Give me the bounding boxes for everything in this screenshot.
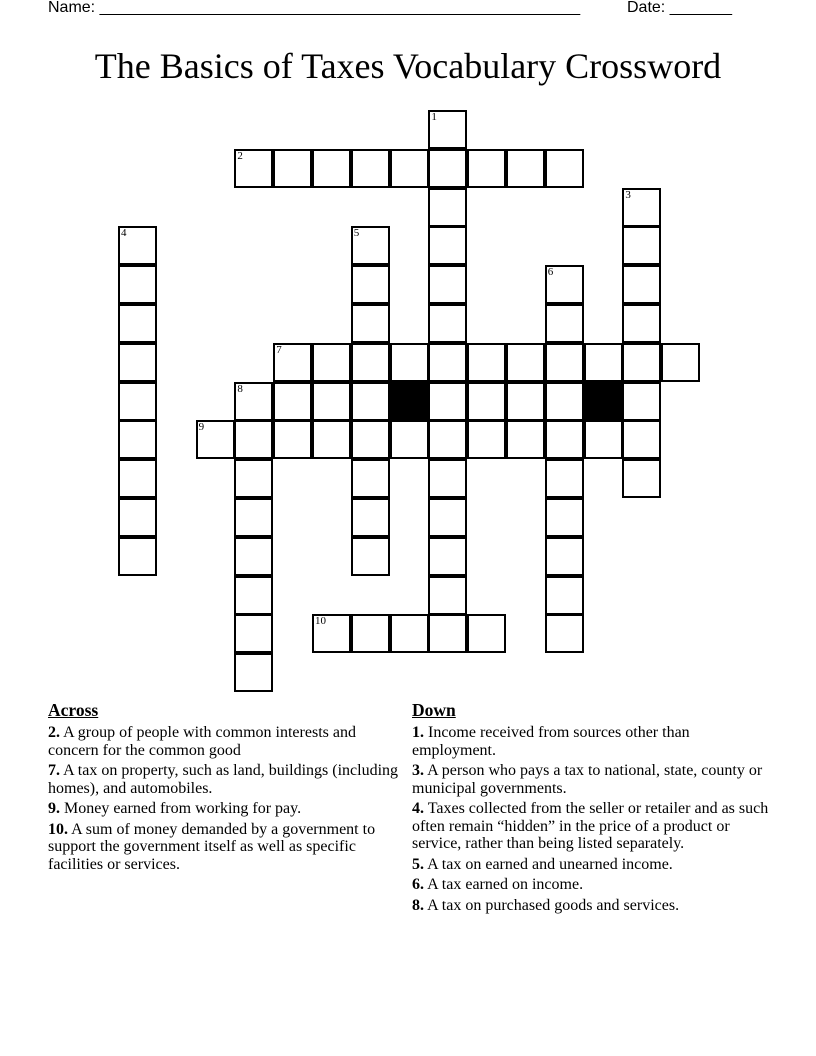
answer-cell[interactable] bbox=[312, 614, 351, 653]
clue-down-3 bbox=[412, 762, 772, 797]
clue-number: 6. bbox=[412, 876, 424, 893]
answer-cell[interactable] bbox=[351, 420, 390, 459]
answer-cell[interactable] bbox=[312, 149, 351, 188]
answer-cell[interactable] bbox=[428, 110, 467, 149]
answer-cell[interactable] bbox=[545, 149, 584, 188]
answer-cell[interactable] bbox=[118, 343, 157, 382]
answer-cell[interactable] bbox=[584, 343, 623, 382]
answer-cell[interactable] bbox=[351, 343, 390, 382]
clue-down-5 bbox=[412, 856, 772, 874]
answer-cell[interactable] bbox=[234, 382, 273, 421]
answer-cell[interactable] bbox=[351, 498, 390, 537]
answer-cell[interactable] bbox=[467, 149, 506, 188]
clue-text: Money earned from working for pay. bbox=[64, 800, 302, 817]
down-clues bbox=[412, 700, 772, 917]
clue-across-2 bbox=[48, 724, 406, 759]
page-title: The Basics of Taxes Vocabulary Crossword bbox=[94, 46, 722, 86]
answer-cell[interactable] bbox=[545, 304, 584, 343]
clue-number: 7. bbox=[48, 762, 60, 779]
answer-cell[interactable] bbox=[118, 226, 157, 265]
answer-cell[interactable] bbox=[506, 420, 545, 459]
clue-text: Taxes collected from the seller or retailer and as such often remain “hidden” in the price of a product or service, rather than being listed separately. bbox=[412, 800, 769, 852]
clue-number: 10. bbox=[48, 820, 68, 838]
answer-cell[interactable] bbox=[312, 382, 351, 421]
answer-cell[interactable] bbox=[428, 576, 467, 615]
answer-cell[interactable] bbox=[351, 304, 390, 343]
answer-cell[interactable] bbox=[428, 420, 467, 459]
clue-number-label: 4 bbox=[121, 227, 127, 240]
answer-cell[interactable] bbox=[234, 537, 273, 576]
answer-cell[interactable] bbox=[661, 343, 700, 382]
answer-cell[interactable] bbox=[390, 614, 429, 653]
answer-cell[interactable] bbox=[273, 149, 312, 188]
clue-text: Income received from sources other than employment. bbox=[412, 724, 690, 759]
clue-across-9 bbox=[48, 800, 406, 818]
clue-text: A person who pays a tax to national, state, county or municipal governments. bbox=[412, 762, 763, 797]
answer-cell[interactable] bbox=[428, 343, 467, 382]
answer-cell[interactable] bbox=[622, 459, 661, 498]
answer-cell[interactable] bbox=[351, 149, 390, 188]
answer-cell[interactable] bbox=[545, 576, 584, 615]
clue-down-6 bbox=[412, 876, 772, 894]
answer-cell[interactable] bbox=[622, 382, 661, 421]
answer-cell[interactable] bbox=[428, 498, 467, 537]
clue-number: 3. bbox=[412, 762, 424, 779]
answer-cell[interactable] bbox=[545, 459, 584, 498]
answer-cell[interactable] bbox=[622, 226, 661, 265]
across-clues bbox=[48, 700, 406, 876]
clue-text: A tax on purchased goods and services. bbox=[427, 896, 680, 914]
answer-cell[interactable] bbox=[428, 459, 467, 498]
answer-cell[interactable] bbox=[351, 265, 390, 304]
answer-cell[interactable] bbox=[467, 343, 506, 382]
answer-cell[interactable] bbox=[118, 265, 157, 304]
date-field-label: Date: _______ bbox=[627, 0, 732, 16]
answer-cell[interactable] bbox=[351, 226, 390, 265]
clue-down-1 bbox=[412, 724, 772, 759]
answer-cell[interactable] bbox=[118, 498, 157, 537]
clue-down-8 bbox=[412, 897, 772, 915]
answer-cell[interactable] bbox=[428, 304, 467, 343]
answer-cell[interactable] bbox=[428, 188, 467, 227]
answer-cell[interactable] bbox=[351, 459, 390, 498]
answer-cell[interactable] bbox=[428, 149, 467, 188]
clue-number-label: 2 bbox=[237, 149, 243, 162]
answer-cell[interactable] bbox=[351, 382, 390, 421]
down-heading: Down bbox=[412, 700, 456, 720]
answer-cell[interactable] bbox=[234, 498, 273, 537]
answer-cell[interactable] bbox=[545, 382, 584, 421]
answer-cell[interactable] bbox=[467, 382, 506, 421]
answer-cell[interactable] bbox=[622, 304, 661, 343]
clue-across-10 bbox=[48, 821, 406, 874]
answer-cell[interactable] bbox=[234, 420, 273, 459]
answer-cell[interactable] bbox=[622, 265, 661, 304]
answer-cell[interactable] bbox=[545, 343, 584, 382]
answer-cell[interactable] bbox=[390, 343, 429, 382]
clue-number-label: 3 bbox=[625, 188, 631, 201]
clue-across-7 bbox=[48, 762, 406, 797]
answer-cell[interactable] bbox=[390, 420, 429, 459]
clue-number: 8. bbox=[412, 896, 424, 914]
clue-number: 4. bbox=[412, 800, 424, 817]
clue-number: 2. bbox=[48, 724, 60, 741]
answer-cell[interactable] bbox=[273, 343, 312, 382]
answer-cell[interactable] bbox=[428, 382, 467, 421]
answer-cell[interactable] bbox=[118, 537, 157, 576]
answer-cell[interactable] bbox=[545, 498, 584, 537]
clue-number-label: 1 bbox=[431, 111, 437, 123]
answer-cell[interactable] bbox=[622, 343, 661, 382]
answer-cell[interactable] bbox=[312, 343, 351, 382]
answer-cell[interactable] bbox=[118, 459, 157, 498]
clue-text: A group of people with common interests and concern for the common good bbox=[48, 724, 356, 759]
answer-cell[interactable] bbox=[506, 343, 545, 382]
answer-cell[interactable] bbox=[428, 614, 467, 653]
answer-cell[interactable] bbox=[545, 265, 584, 304]
answer-cell[interactable] bbox=[467, 420, 506, 459]
answer-cell[interactable] bbox=[234, 653, 273, 692]
clue-number-label: 7 bbox=[276, 343, 282, 356]
answer-cell[interactable] bbox=[545, 420, 584, 459]
answer-cell[interactable] bbox=[234, 459, 273, 498]
answer-cell[interactable] bbox=[545, 614, 584, 653]
answer-cell[interactable] bbox=[118, 420, 157, 459]
clue-number-label: 8 bbox=[237, 382, 243, 395]
answer-cell[interactable] bbox=[118, 304, 157, 343]
answer-cell[interactable] bbox=[622, 420, 661, 459]
clue-number-label: 6 bbox=[547, 266, 554, 279]
answer-cell[interactable] bbox=[390, 149, 429, 188]
answer-cell[interactable] bbox=[196, 420, 235, 459]
answer-cell[interactable] bbox=[467, 614, 506, 653]
answer-cell[interactable] bbox=[545, 537, 584, 576]
clue-text: A sum of money demanded by a government to support the government itself as well as specific facilities or services. bbox=[48, 820, 376, 873]
clue-number: 1. bbox=[412, 724, 424, 741]
answer-cell[interactable] bbox=[234, 614, 273, 653]
name-field-label: Name: ______________________________________________________ bbox=[48, 0, 581, 16]
answer-cell[interactable] bbox=[428, 265, 467, 304]
clue-number-label: 10 bbox=[315, 615, 326, 628]
answer-cell[interactable] bbox=[273, 382, 312, 421]
clue-number: 9. bbox=[48, 800, 60, 817]
answer-cell[interactable] bbox=[234, 149, 273, 188]
across-heading: Across bbox=[48, 700, 99, 720]
answer-cell[interactable] bbox=[506, 149, 545, 188]
answer-cell[interactable] bbox=[351, 537, 390, 576]
answer-cell[interactable] bbox=[351, 614, 390, 653]
answer-cell[interactable] bbox=[584, 420, 623, 459]
answer-cell[interactable] bbox=[428, 537, 467, 576]
clue-text: A tax earned on income. bbox=[427, 876, 584, 893]
answer-cell[interactable] bbox=[622, 188, 661, 227]
answer-cell[interactable] bbox=[118, 382, 157, 421]
black-square bbox=[584, 382, 623, 421]
clue-number-label: 5 bbox=[353, 227, 360, 240]
clue-down-4 bbox=[412, 800, 772, 853]
answer-cell[interactable] bbox=[312, 420, 351, 459]
answer-cell[interactable] bbox=[428, 226, 467, 265]
black-square bbox=[390, 382, 429, 421]
answer-cell[interactable] bbox=[234, 576, 273, 615]
answer-cell[interactable] bbox=[273, 420, 312, 459]
clue-text: A tax on earned and unearned income. bbox=[427, 855, 673, 873]
answer-cell[interactable] bbox=[506, 382, 545, 421]
clue-number-label: 9 bbox=[198, 421, 205, 434]
clue-number: 5. bbox=[412, 855, 424, 873]
clue-text: A tax on property, such as land, buildings (including homes), and automobiles. bbox=[48, 762, 399, 797]
